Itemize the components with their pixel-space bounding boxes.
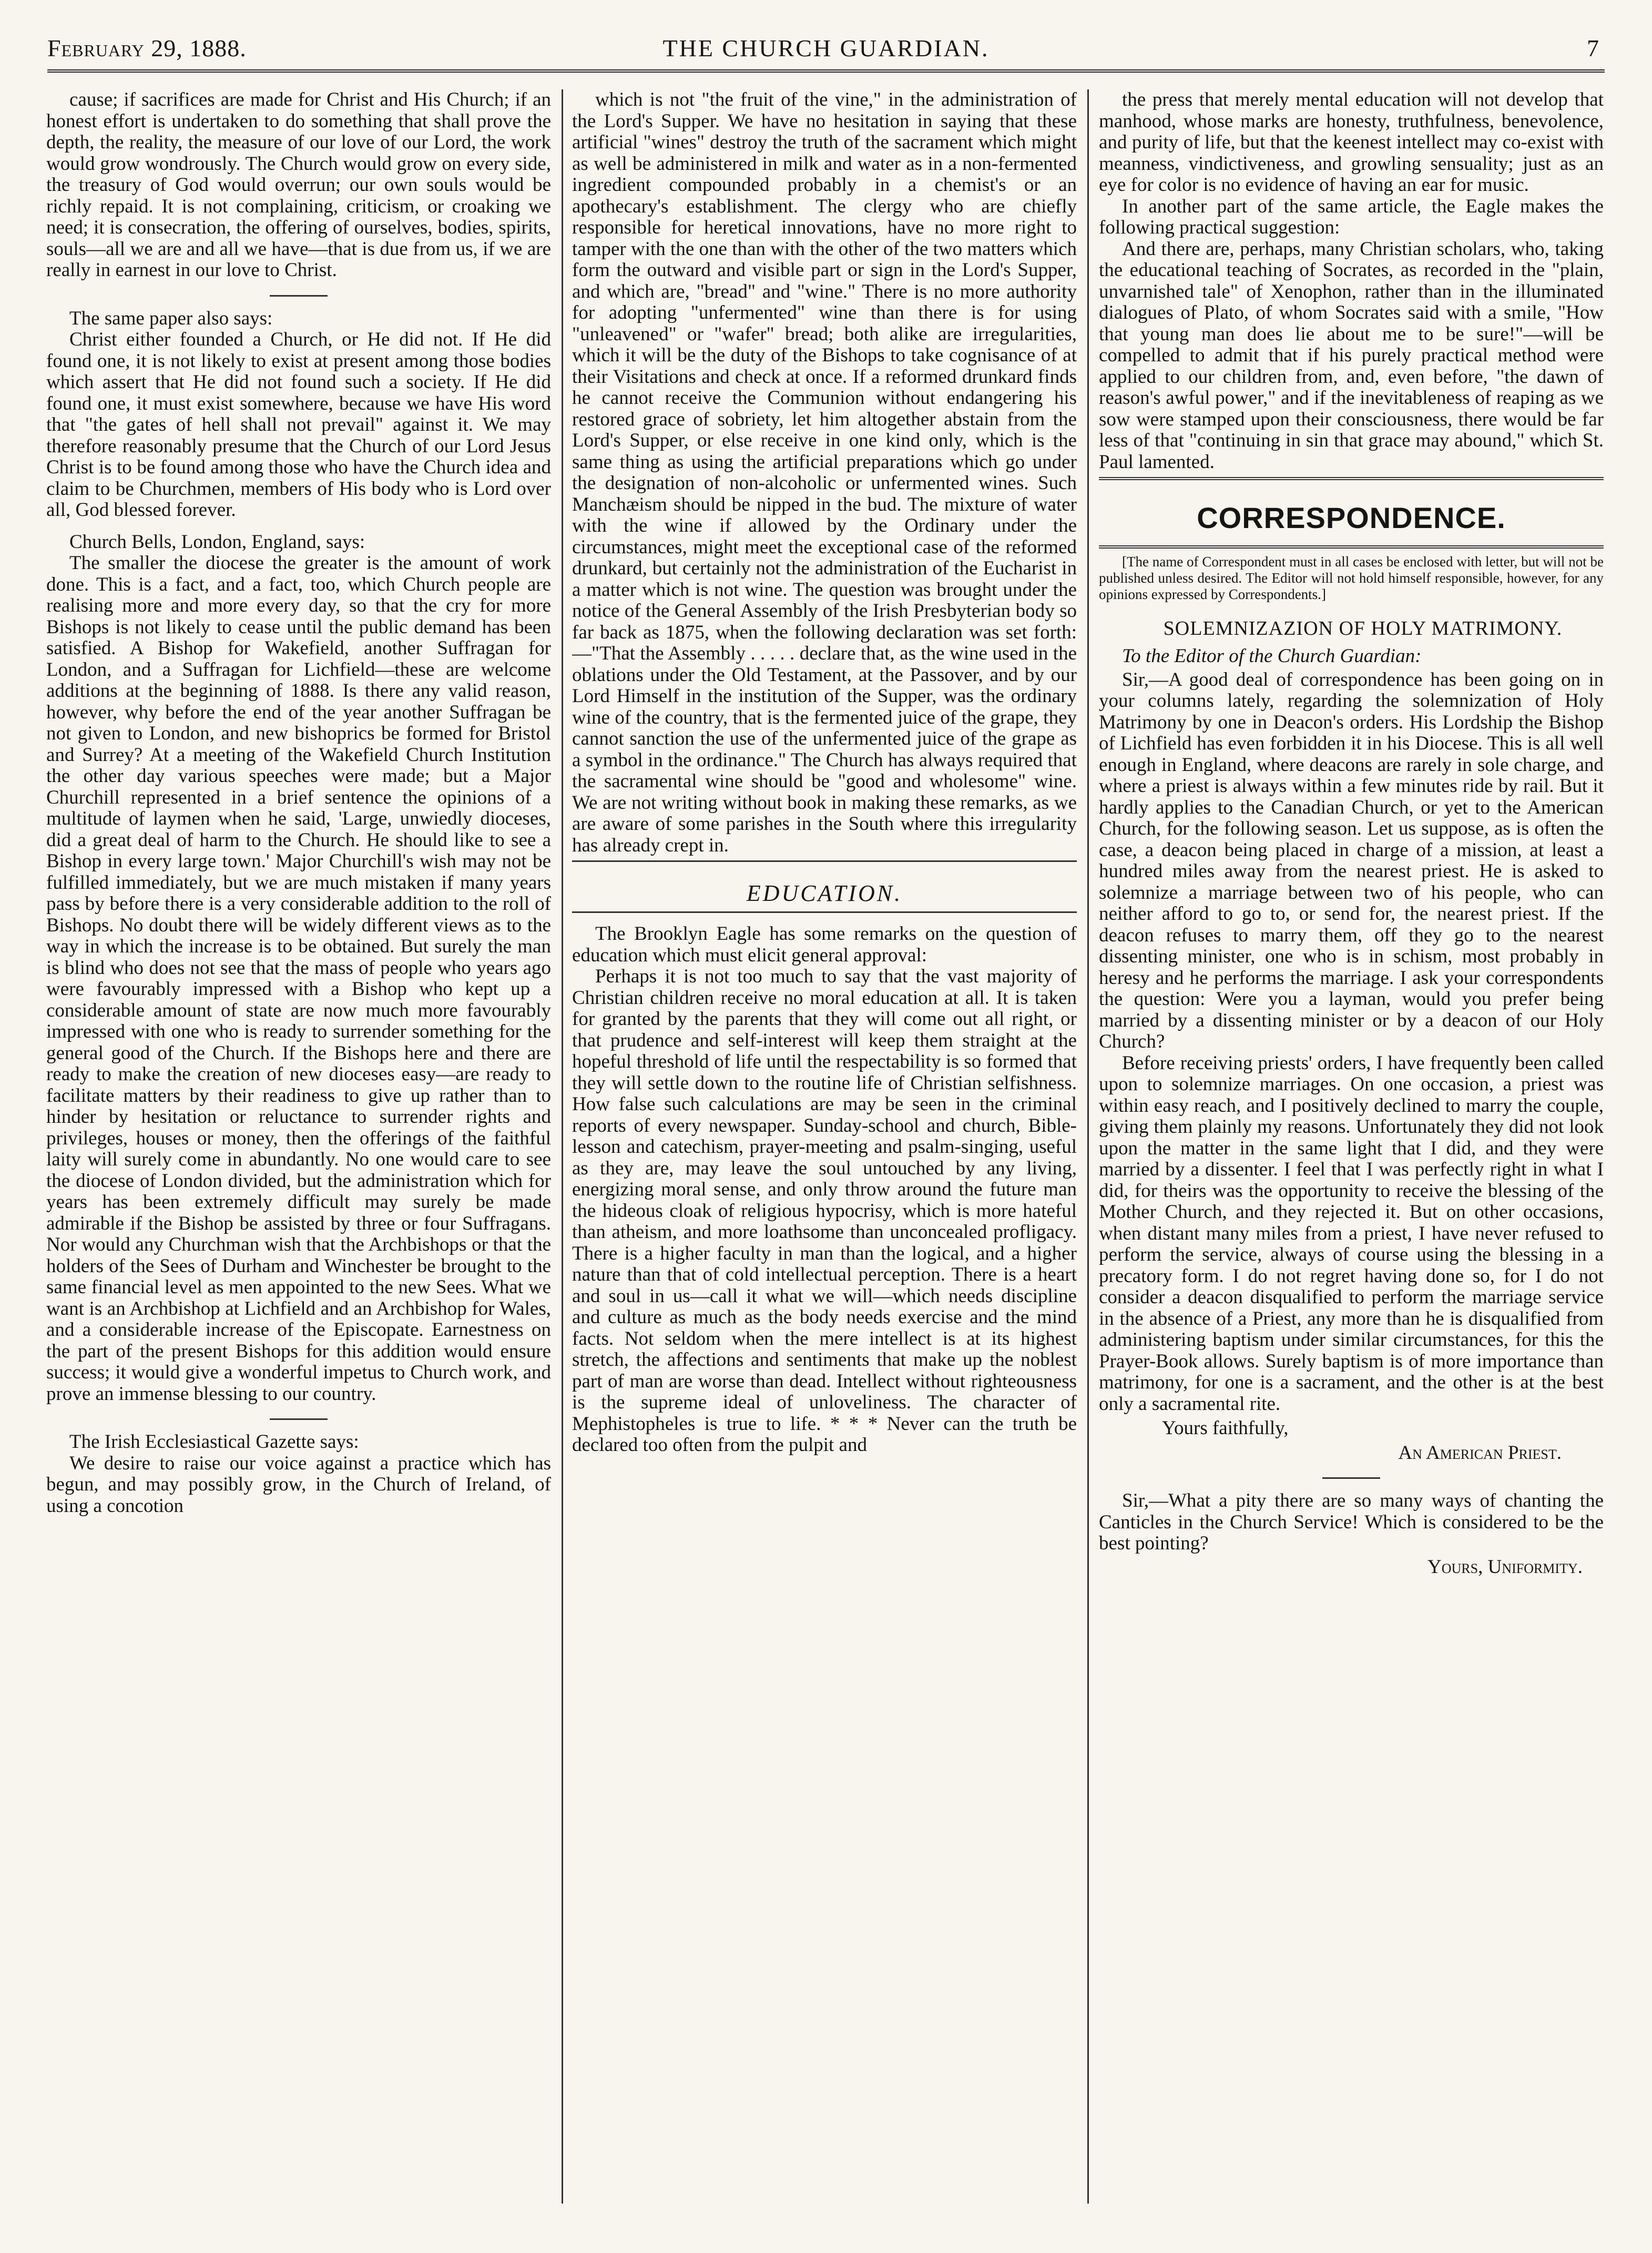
article-paragraph: In another part of the same article, the Eagle makes the following practical suggestion: xyxy=(1099,195,1604,238)
column-3 xyxy=(1099,89,1604,2214)
editorial-notice: [The name of Correspondent must in all cases be enclosed with letter, but will not be published unless desired. The Editor will not hold himself responsible, however, for any opinions expressed by Correspondents.] xyxy=(1099,554,1604,602)
masthead-title: THE CHURCH GUARDIAN. xyxy=(662,35,990,62)
letter-paragraph: Before receiving priests' orders, I have frequently been called upon to solemnize marriages. On one occasion, a priest was within easy reach, and I positively declined to marry the couple, giving them plainly my reasons. Unfortunately they did not look upon the matter in the same light that I did, and they were married by a dissenter. I feel that I was perfectly right in what I did, for theirs was the opportunity to receive the blessing of the Mother Church, and they rejected it. But on other occasions, when distant many miles from a priest, I have never refused to perform the service, always of course using the blessing in a precatory form. I do not regret having done so, for I do not consider a deacon disqualified to perform the marriage service in the absence of a Priest, any more than he is disqualified from administering baptism under similar circumstances, for this the Prayer-Book allows. Surely baptism is of more importance than matrimony, for one is a sacrament, and the other is at the best only a sacramental rite. xyxy=(1099,1052,1604,1415)
headline-rule xyxy=(1099,477,1604,480)
section-headline-correspondence: CORRESPONDENCE. xyxy=(1197,501,1506,534)
quote-intro: Church Bells, London, England, says: xyxy=(69,531,365,553)
letter-title: SOLEMNIZAZION OF HOLY MATRIMONY. xyxy=(1163,617,1563,640)
letter-signature: An American Priest. xyxy=(1398,1442,1562,1464)
header-rule xyxy=(47,69,1605,73)
headline-rule xyxy=(572,860,1077,862)
quoted-paragraph: which is not "the fruit of the vine," in the administration of the Lord's Supper. We have no hesitation in saying that these artificial "wines" destroy the truth of the sacrament which might as well be administered in milk and water as in a non-fermented ingredient compounded probably in a chemist's or an apothecary's establishment. The clergy who are chiefly responsible for heretical innovations, have no more right to tamper with the one than with the other of the two matters which form the outward and visible part or sign in the Lord's Supper, and which are, "bread" and "wine." There is no more authority for adopting "unfermented" wine than there is for using "unleavened" or "wafer" bread; both alike are irregularities, which it will be the duty of the Bishops to take cognisance of at their Visitations and check at once. If a reformed drunkard finds he cannot receive the Communion without endangering his restored grace of sobriety, let him altogether abstain from the Lord's Supper, or else receive in one kind only, which is the same thing as using the artificial preparations which go under the designation of non-alcoholic or unfermented wines. Such Manchæism should be nipped in the bud. The mixture of water with the wine if allowed by the Ordinary under the circumstances, might meet the exceptional case of the reformed drunkard, but certainly not the administration of the Eucharist in a matter which is not wine. The question was brought under the notice of the General Assembly of the Irish Presbyterian body so far back as 1875, when the following declaration was set forth: —"That the Assembly . . . . . declare that, as the wine used in the oblations under the Old Testament, at the Passover, and by our Lord Himself in the institution of the Supper, was the ordinary wine of the country, that is the fermented juice of the grape, they cannot sanction the use of the unfermented juice of the grape as a symbol in the ordinance." The Church has always required that the sacramental wine should be "good and wholesome" wine. We are not writing without book in making these remarks, as we are aware of some parishes in the South where this irregularity has already crept in. xyxy=(572,89,1077,856)
section-divider xyxy=(1322,1477,1380,1479)
quote-intro: The same paper also says: xyxy=(69,307,273,329)
quoted-paragraph: the press that merely mental education will not develop that manhood, whose marks are honesty, truthfulness, benevolence, and purity of life, but that the keenest intellect may co-exist with meanness, vindictiveness, and growling sensuality; just as an eye for color is no evidence of having an ear for music. xyxy=(1099,89,1604,196)
letter-closing-signature: Yours, Uniformity. xyxy=(1427,1556,1583,1578)
column-2 xyxy=(572,89,1077,2214)
page-number: 7 xyxy=(1587,35,1599,62)
column-1 xyxy=(46,89,551,2214)
column-divider xyxy=(562,89,563,2204)
quote-intro: The Irish Ecclesiastical Gazette says: xyxy=(69,1431,359,1453)
headline-rule xyxy=(1099,545,1604,549)
page-header xyxy=(47,23,1605,76)
headline-rule xyxy=(572,911,1077,913)
letter-paragraph: Sir,—What a pity there are so many ways of chanting the Canticles in the Church Service! Which is considered to be the best pointing? xyxy=(1099,1490,1604,1554)
quoted-paragraph: The smaller the diocese the greater is the amount of work done. This is a fact, and a fact, too, which Church people are realising more and more every day, so that the cry for more Bishops is not likely to cease until the public demand has been satisfied. A Bishop for Wakefield, another Suffragan for London, and a Suffragan for Lichfield—these are welcome additions at the beginning of 1888. Is there any valid reason, however, why before the end of the year another Suffragan be not given to London, and new bishoprics be formed for Bristol and Surrey? At a meeting of the Wakefield Church Institution the other day various speeches were made; but a Major Churchill represented in a brief sentence the opinions of a multitude of laymen when he said, 'Large, unwiedly dioceses, did a great deal of harm to the Church. He should like to see a Bishop in every large town.' Major Churchill's wish may not be fulfilled immediately, but we are much mistaken if many years pass by before there is a very considerable addition to the roll of Bishops. No doubt there will be widely different views as to the way in which the increase is to be obtained. But surely the man is blind who does not see that the mass of people who years ago were favourably impressed with a Bishop who kept up a considerable amount of state are now much more favourably impressed with one who is ready to surrender something for the general good of the Church. If the Bishops here and there are ready to make the creation of new dioceses easy—are ready to facilitate matters by their readiness to give up rather than to hinder by hesitation or reluctance to surrender rights and privileges, houses or money, then the offerings of the faithful laity will surely come in abundantly. No one would care to see the diocese of London divided, but the administration which for years has been extremely difficult may surely be made admirable if the Bishop be assisted by three or four Suffragans. Nor would any Churchman wish that the Archbishops or that the holders of the Sees of Durham and Winchester be brought to the same financial level as men appointed to the new Sees. What we want is an Archbishop at Lichfield and an Archbishop for Wales, and a considerable increase of the Episcopate. Earnestness on the part of the present Bishops for this addition would ensure success; it would give a wonderful impetus to Church work, and prove an immense blessing to our country. xyxy=(46,552,551,1405)
issue-date: February 29, 1888. xyxy=(47,35,247,62)
letter-salutation: To the Editor of the Church Guardian: xyxy=(1122,645,1422,667)
section-divider xyxy=(270,1418,328,1420)
quote-intro: The Brooklyn Eagle has some remarks on the question of education which must elicit general approval: xyxy=(572,923,1077,966)
letter-closing: Yours faithfully, xyxy=(1162,1417,1289,1439)
article-paragraph: cause; if sacrifices are made for Christ and His Church; if an honest effort is undertaken to do something that shall prove the depth, the reality, the measure of our love of our Lord, the work would grow wondrously. The Church would grow on every side, the treasury of God would overrun; our own souls would be richly repaid. It is not complaining, criticism, or croaking we need; it is consecration, the offering of ourselves, bodies, spirits, souls—all we are and all we have—that is due from us, if we are really in earnest in our love to Christ. xyxy=(46,89,551,281)
section-headline-education: EDUCATION. xyxy=(746,880,903,906)
quoted-paragraph: We desire to raise our voice against a practice which has begun, and may possibly grow, in the Church of Ireland, of using a concotion xyxy=(46,1452,551,1517)
section-divider xyxy=(270,295,328,297)
quoted-paragraph: Christ either founded a Church, or He did not. If He did found one, it is not likely to exist at present among those bodies which assert that He did not found such a society. If He did found one, it must exist somewhere, because we have His word that "the gates of hell shall not prevail" against it. We may therefore reasonably presume that the Church of our Lord Jesus Christ is to be found among those who have the Church idea and claim to be Churchmen, members of His body who is Lord over all, God blessed forever. xyxy=(46,329,551,521)
letter-paragraph: Sir,—A good deal of correspondence has been going on in your columns lately, regarding the solemnization of Holy Matrimony by one in Deacon's orders. His Lordship the Bishop of Lichfield has even forbidden it in his Diocese. This is all well enough in England, where deacons are rarely in sole charge, and where a priest is always within a few minutes ride by rail. But it hardly applies to the Canadian Church, or yet to the American Church, for the following season. Let us suppose, as is often the case, a deacon being placed in charge of a mission, at least a hundred miles away from the nearest priest. He is asked to solemnize a marriage between two of his people, who can neither afford to go to, or send for, the nearest priest. If the deacon refuses to marry them, off they go to the nearest dissenting minister, one who is in schism, most probably in heresy and he performs the marriage. I ask your correspondents the question: Were you a layman, would you prefer being married by a dissenting minister or by a deacon of our Holy Church? xyxy=(1099,668,1604,1052)
quoted-paragraph: And there are, perhaps, many Christian scholars, who, taking the educational teaching of Socrates, as recorded in the "plain, unvarnished tale" of Xenophon, rather than in the illuminated dialogues of Plato, of whom Socrates said with a smile, "How that young man does lie about me to be sure!"—will be compelled to admit that if his purely practical method were applied to our children from, and, even before, "the dawn of reason's awful power," and if the inevitableness of reaping as we sow were stamped upon their consciousness, there would be far less of that "continuing in sin that grace may abound," which St. Paul lamented. xyxy=(1099,238,1604,473)
quoted-paragraph: Perhaps it is not too much to say that the vast majority of Christian children receive no moral education at all. It is taken for granted by the parents that they will come out all right, or that prudence and self-interest will keep them straight at the hopeful threshold of life until the respectability is so formed that they will settle down to the routine life of Christian selfishness. How false such calculations are may be seen in the criminal reports of every newspaper. Sunday-school and church, Bible-lesson and catechism, prayer-meeting and psalm-singing, useful as they are, may leave the soul untouched by any living, energizing moral sense, and only throw around the future man the hideous cloak of religious hypocrisy, which is more hateful than atheism, and more loathsome than unconcealed profligacy. There is a higher faculty in man than the logical, and a higher nature than that of cold intellectual perception. There is a heart and soul in us—call it what we will—which needs discipline and culture as much as the body needs exercise and the mind facts. Not seldom when the mere intellect is at its highest stretch, the affections and sentiments that make up the noblest part of man are worse than dead. Intellect without righteousness is the supreme ideal of unloveliness. The character of Mephistopheles is true to life. * * * Never can the truth be declared too often from the pulpit and xyxy=(572,966,1077,1456)
column-divider xyxy=(1087,89,1089,2204)
